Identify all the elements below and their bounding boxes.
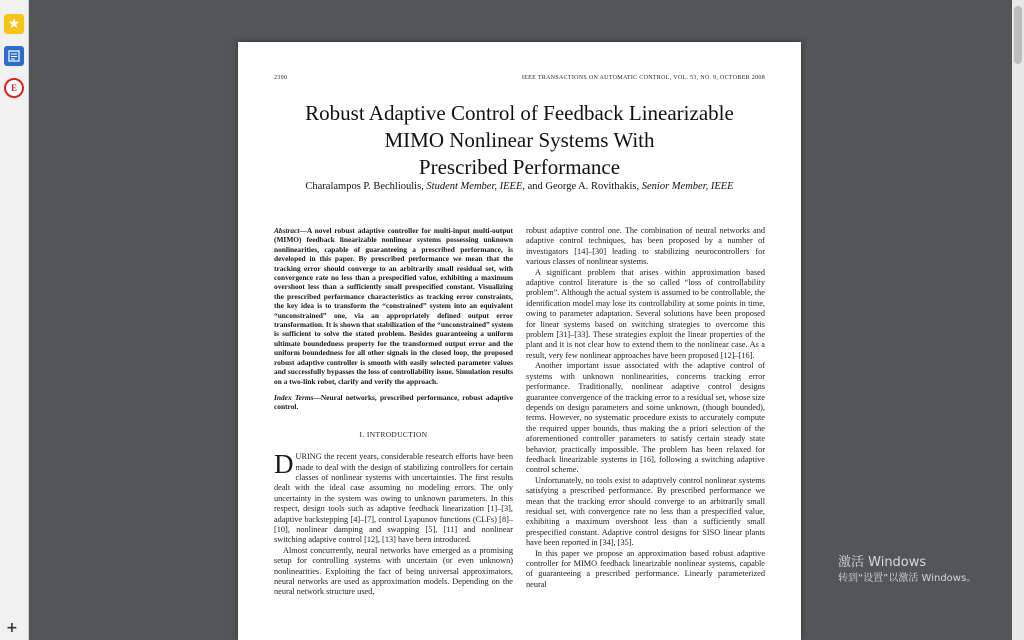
stamp-icon[interactable]	[4, 78, 24, 98]
author-2: , and George A. Rovithakis,	[522, 181, 642, 192]
right-paragraph-2: A significant problem that arises within approximation based adaptive control literature is the so called “loss of controllability problem”. Although the actual system is assumed to be controllable, the identification model may lose its controllability at some points in time, owing to parameter adaptation. Several solutions have been proposed for linear systems based on switching strategies to overcome this problem [31]–[33]. These strategies exploit the linear properties of the plant and it is not clear how to extend them to the nonlinear case. As a result, very few nonlinear approaches have been proposed [12]–[16].	[526, 267, 765, 360]
right-paragraph-3: Another important issue associated with the adaptive control of systems with unknown nonlinearities, concerns tracking error performance. Traditionally, nonlinear adaptive control designs guarantee convergence of the tracking error to a residual set, whose size depends on design parameters and some unknown, (though bounded), terms. However, no systematic procedure exists to accurately compute the required upper bounds, thus making the a priori selection of the aforementioned controller parameters to satisfy certain steady state behavior, practically impossible. The problem has been relaxed for feedback linearizable systems in [16], following a switching adaptive control scheme.	[526, 361, 765, 475]
plus-icon[interactable]: +	[6, 620, 18, 636]
windows-activation-subtitle: 转到“设置”以激活 Windows。	[838, 573, 977, 584]
pages-icon[interactable]	[4, 46, 24, 66]
author-1-role: Student Member, IEEE	[426, 181, 523, 192]
abstract-text: —A novel robust adaptive controller for multi-input multi-output (MIMO) feedback linearizable nonlinear systems possessing unknown nonlinearities, capable of guaranteeing a prescribed performance, is developed in this paper. By prescribed performance we mean that the tracking error should converge to an arbitrarily small residual set, with convergence rate no less than a prespecified value, exhibiting a maximum overshoot less than a sufficiently small prespecified constant. Visualizing the prescribed performance characteristics as tracking error constraints, the key idea is to transform the “constrained” system into an equivalent “unconstrained” one, via an appropriately defined output error transformation. It is shown that stabilization of the “unconstrained” system is sufficient to solve the stated problem. Besides guaranteeing a uniform ultimate boundedness property for the transformed output error and the uniform boundedness for all other signals in the closed loop, the proposed robust adaptive controller is smooth with easily selected parameter values and successfully bypasses the loss of controllability issue. Simulation results on a two-link robot, clarify and verify the approach.	[274, 226, 513, 386]
title-line-2: MIMO Nonlinear Systems With	[384, 128, 655, 152]
right-paragraph-5: In this paper we propose an approximation based robust adaptive controller for MIMO feedback linearizable nonlinear systems, capable of guaranteeing a prescribed performance. Linearly parameterized neural	[526, 548, 765, 589]
title-line-3: Prescribed Performance	[418, 155, 621, 179]
page-number: 2390	[274, 75, 288, 81]
index-terms-text: —Neural networks, prescribed performance, robust adaptive control.	[274, 392, 513, 412]
paper-title	[238, 100, 801, 181]
abstract-label: Abstract	[274, 226, 300, 235]
left-column	[274, 226, 513, 598]
stamp-icon-text: E	[10, 83, 17, 93]
author-1: Charalampos P. Bechlioulis,	[305, 181, 427, 192]
index-terms	[274, 393, 513, 412]
intro-paragraph-1	[274, 449, 513, 546]
abstract	[274, 226, 513, 386]
title-line-1: Robust Adaptive Control of Feedback Linearizable	[305, 101, 734, 125]
document-page	[238, 42, 801, 640]
index-terms-label: Index Terms	[274, 392, 314, 402]
star-icon[interactable]: ★	[4, 14, 24, 34]
authors	[238, 181, 801, 192]
right-column	[526, 226, 765, 590]
scrollbar-thumb[interactable]	[1014, 6, 1022, 64]
intro-paragraph-2: Almost concurrently, neural networks have emerged as a promising setup for controlling systems with uncertain (or even unknown) nonlinearities. Exploiting the fact of being universal approximators, neural networks are used as approximation models. Depending on the neural network structure used,	[274, 545, 513, 597]
windows-activation-title: 激活 Windows	[838, 555, 927, 570]
right-paragraph-4: Unfortunately, no tools exist to adaptively control nonlinear systems satisfying a prescribed performance. By prescribed performance we mean that the tracking error should converge to an arbitrarily small residual set, with convergence rate no less than a prespecified value, exhibiting a maximum overshoot less than a sufficiently small prespecified constant. Adaptive control designs for SISO linear plants have been reported in [34], [35].	[526, 475, 765, 548]
sidebar	[0, 0, 29, 640]
author-2-role: Senior Member, IEEE	[641, 181, 734, 192]
intro-paragraph-1-text: URING the recent years, considerable research efforts have been made to deal with the design of stabilizing controllers for certain classes of nonlinear systems with uncertainties. The first results dealt with the ideal case assuming no modeling errors. The only uncertainty in the system was owing to unknown parameters. In this respect, design tools such as adaptive feedback linearization [1]–[3], adaptive backstepping [4]–[7], control Lyapunov functions (CLFs) [8]–[10], nonlinear damping and swapping [5], [11] and nonlinear switching adaptive control [12], [13] have been introduced.	[274, 452, 513, 545]
vertical-scrollbar[interactable]	[1012, 0, 1024, 640]
drop-cap: D	[274, 449, 294, 480]
section-heading: I. INTRODUCTION	[359, 429, 428, 439]
journal-name: IEEE TRANSACTIONS ON AUTOMATIC CONTROL, VOL. 53, NO. 9, OCTOBER 2008	[521, 75, 765, 81]
pages-icon-glyph	[8, 50, 20, 62]
right-paragraph-1: robust adaptive control one. The combination of neural networks and adaptive control techniques, has been proposed by a number of investigators [14]–[30] leading to stabilizing neurocontrollers for various classes of nonlinear systems.	[526, 226, 765, 267]
